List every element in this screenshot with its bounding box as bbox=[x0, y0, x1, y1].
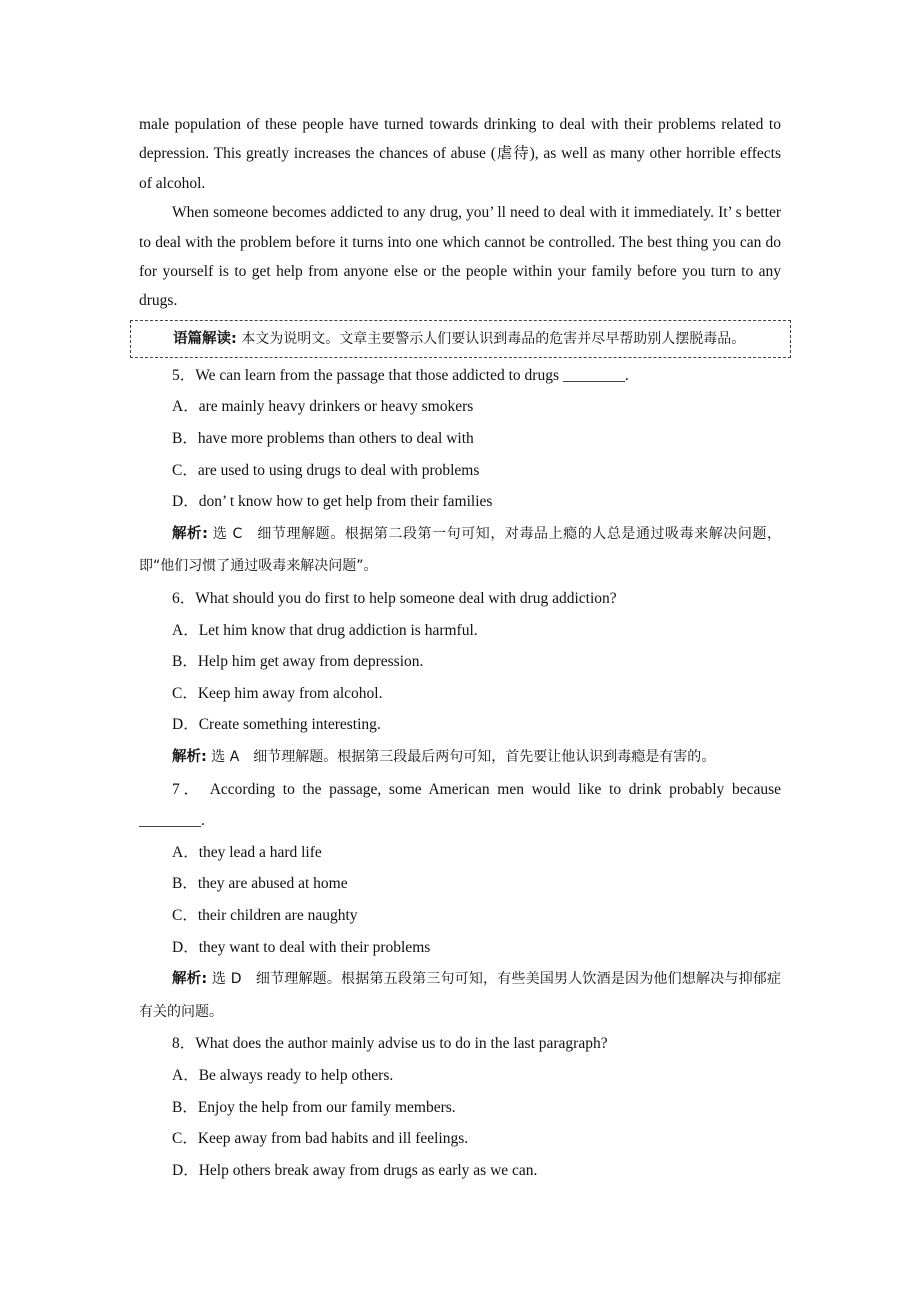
analysis-label: 解析: bbox=[172, 971, 208, 988]
question-stem: 7． According to the passage, some American men would like to drink probably because bbox=[172, 780, 781, 798]
option-c: C．Keep away from bad habits and ill feelings. bbox=[172, 1130, 469, 1148]
question-stem-blank: ________. bbox=[139, 812, 205, 830]
question-8 bbox=[139, 1028, 781, 1186]
question-stem: 8．What does the author mainly advise us to do in the last paragraph? bbox=[172, 1035, 608, 1053]
option-a: A．Let him know that drug addiction is harmful. bbox=[172, 621, 478, 639]
document-page bbox=[139, 110, 781, 1186]
option-d: D．Create something interesting. bbox=[172, 716, 381, 734]
option-b: B．Help him get away from depression. bbox=[172, 653, 424, 671]
question-stem: 6．What should you do first to help someone deal with drug addiction? bbox=[172, 590, 617, 607]
answer-analysis bbox=[139, 741, 781, 774]
reading-note-text: 本文为说明文。文章主要警示人们要认识到毒品的危害并尽早帮助别人摆脱毒品。 bbox=[236, 330, 746, 347]
option-a: A．they lead a hard life bbox=[172, 843, 322, 861]
answer-analysis bbox=[139, 518, 781, 583]
analysis-text: 选 D 细节理解题。根据第五段第三句可知，有些美国男人饮酒是因为他们想解决与抑郁症有关的问题。 bbox=[139, 971, 781, 1020]
question-5 bbox=[139, 360, 781, 583]
option-a: A．Be always ready to help others. bbox=[172, 1066, 394, 1084]
analysis-label: 解析: bbox=[172, 748, 207, 765]
passage-paragraph: When someone becomes addicted to any drug, you’ ll need to deal with it immediately. It’ s better to deal with the problem before it turns into one which cannot be controlled. The best thing you can do for yourself is to get help from anyone else or the people within your family before you turn to any drugs. bbox=[139, 204, 781, 310]
reading-note-box bbox=[130, 320, 791, 358]
answer-analysis bbox=[139, 963, 781, 1028]
option-d: D．Help others break away from drugs as early as we can. bbox=[172, 1161, 538, 1179]
option-c: C．are used to using drugs to deal with problems bbox=[172, 461, 480, 479]
option-b: B．they are abused at home bbox=[172, 875, 348, 893]
passage-paragraph: male population of these people have turned towards drinking to deal with their problems related to depression. This greatly increases the chances of abuse (虐待), as well as many other horrible effects of alcohol. bbox=[139, 116, 781, 192]
option-d: D．don’ t know how to get help from their families bbox=[172, 493, 493, 511]
option-d: D．they want to deal with their problems bbox=[172, 938, 431, 956]
question-6 bbox=[139, 583, 781, 774]
option-c: C．Keep him away from alcohol. bbox=[172, 684, 383, 702]
analysis-label: 解析: bbox=[172, 525, 208, 542]
analysis-text: 选 A 细节理解题。根据第三段最后两句可知，首先要让他认识到毒瘾是有害的。 bbox=[206, 748, 716, 765]
analysis-text: 选 C 细节理解题。根据第二段第一句可知，对毒品上瘾的人总是通过吸毒来解决问题，即“他们习惯了通过吸毒来解决问题”。 bbox=[139, 525, 781, 575]
question-7 bbox=[139, 774, 781, 1029]
option-a: A．are mainly heavy drinkers or heavy smokers bbox=[172, 398, 474, 416]
option-b: B．have more problems than others to deal with bbox=[172, 430, 474, 448]
question-stem: 5．We can learn from the passage that those addicted to drugs ________. bbox=[172, 366, 629, 384]
option-b: B．Enjoy the help from our family members. bbox=[172, 1098, 456, 1116]
reading-note-label: 语篇解读: bbox=[173, 330, 237, 347]
option-c: C．their children are naughty bbox=[172, 906, 358, 924]
